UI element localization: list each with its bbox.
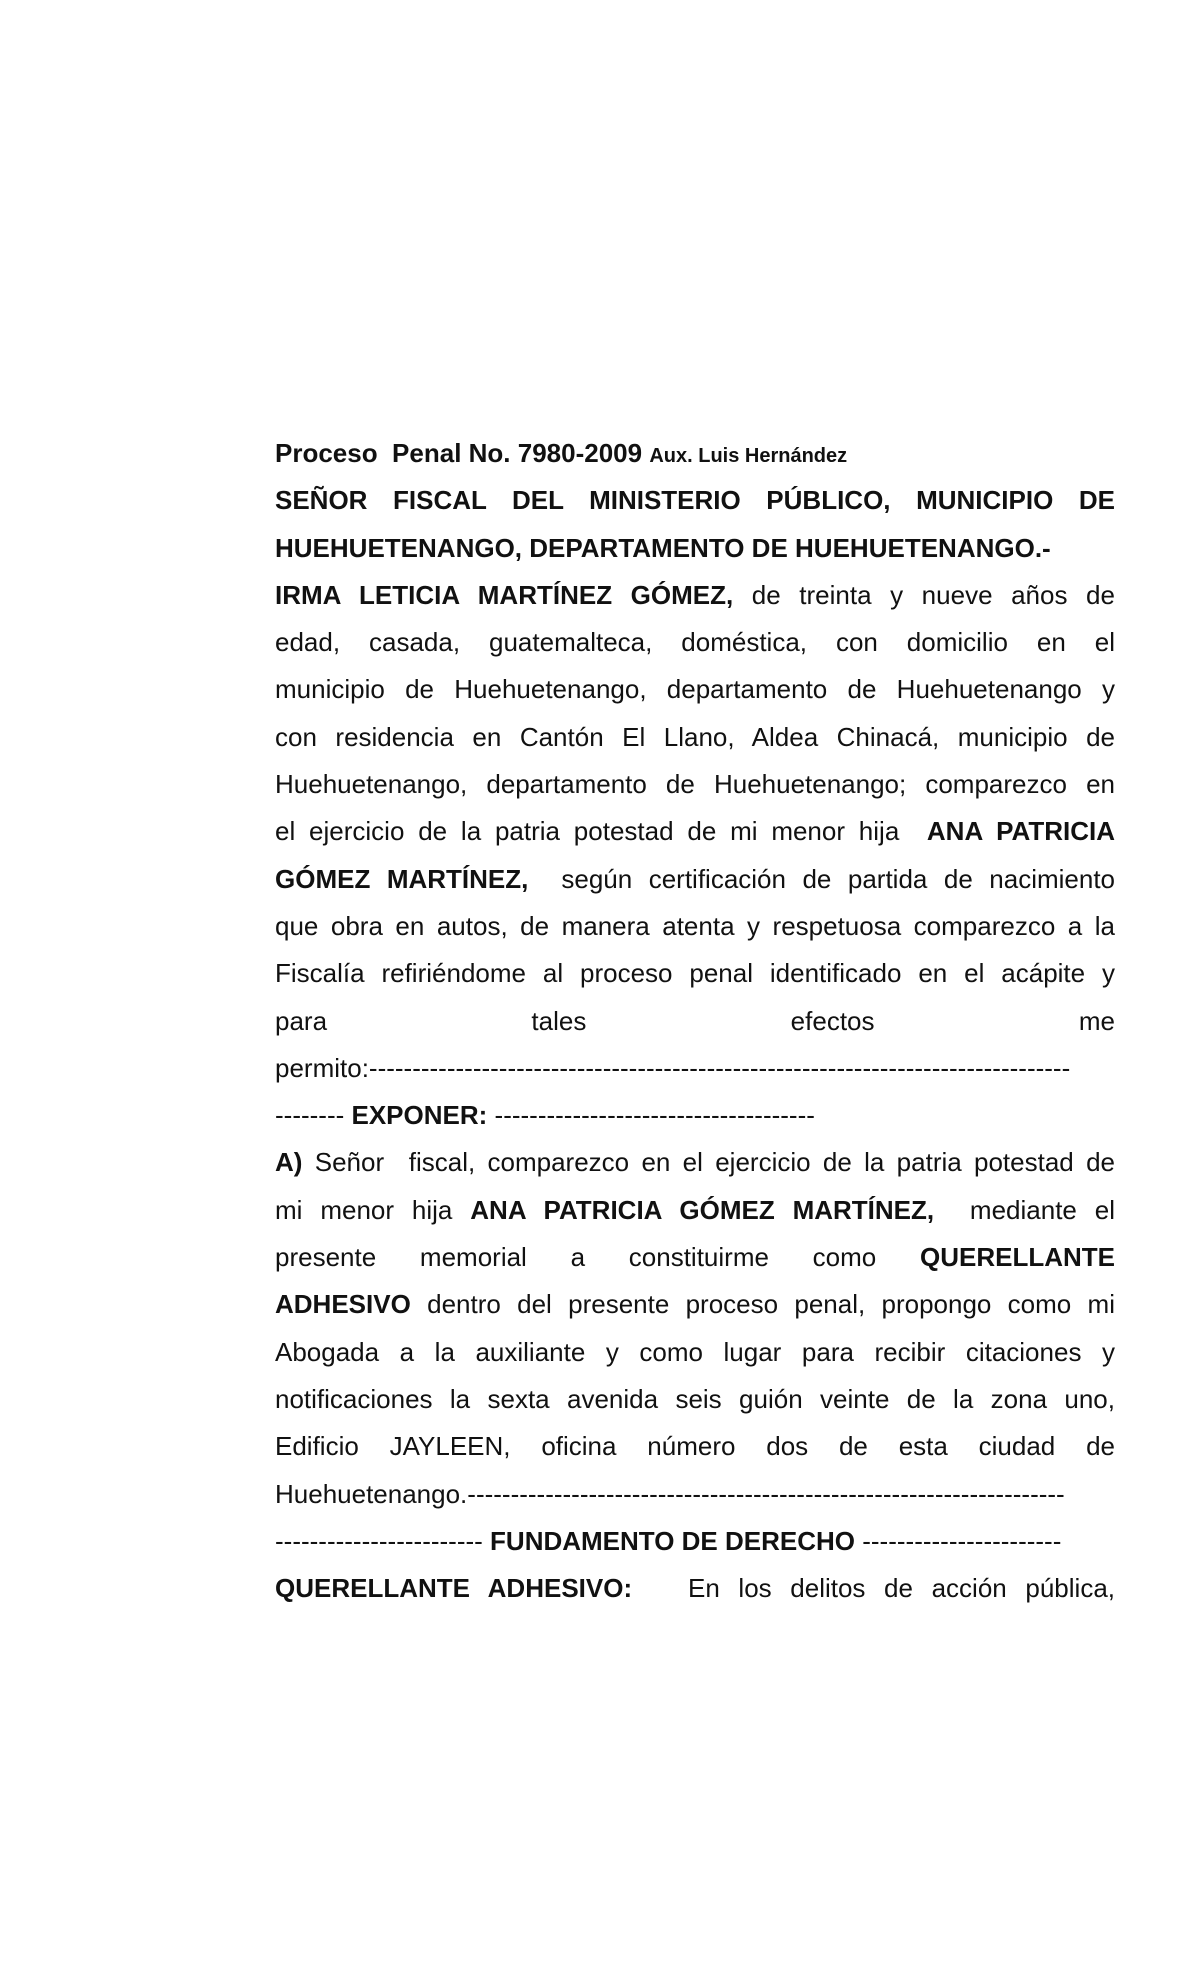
- section-a-line-4: [275, 1281, 1115, 1328]
- section-a-line-2-rest: mediante el: [934, 1194, 1115, 1225]
- intro-line-6: [275, 808, 1115, 855]
- fundamento-heading: [275, 1518, 1115, 1565]
- addressee-line-1: SEÑOR FISCAL DEL MINISTERIO PÚBLICO, MUNICIPIO DE: [275, 485, 1115, 516]
- minor-name-part-1: ANA PATRICIA: [926, 816, 1115, 847]
- intro-line-4: con residencia en Cantón El Llano, Aldea Chinacá, municipio de: [275, 721, 1115, 752]
- intro-line-1-text: de treinta y nueve años de: [751, 579, 1115, 610]
- section-a-minor-name: ANA PATRICIA GÓMEZ MARTÍNEZ,: [470, 1194, 935, 1225]
- section-a-adhesivo: ADHESIVO: [275, 1289, 411, 1320]
- querellante-text: En los delitos de acción pública,: [650, 1573, 1115, 1604]
- section-a-line-1: [275, 1139, 1115, 1186]
- exponer-title: EXPONER:: [351, 1100, 488, 1131]
- querellante-label: QUERELLANTE ADHESIVO:: [275, 1573, 633, 1604]
- document-body: [275, 430, 1115, 1612]
- section-a-line-5: Abogada a la auxiliante y como lugar para recibir citaciones y: [275, 1336, 1115, 1367]
- intro-line-8: que obra en autos, de manera atenta y respetuosa comparezco a la: [275, 910, 1115, 941]
- section-a-line-8: Huehuetenango.---------------------------------------------------------------------: [275, 1478, 1065, 1509]
- section-a-line-4-text: dentro del presente proceso penal, propongo como mi: [410, 1289, 1115, 1320]
- section-a-line-2-text: mi menor hija: [275, 1194, 471, 1225]
- section-a-line-1-text: Señor fiscal, comparezco en el ejercicio de la patria potestad de: [302, 1147, 1115, 1178]
- exponer-dashes-right: -------------------------------------: [487, 1100, 815, 1131]
- intro-line-9: Fiscalía refiriéndome al proceso penal identificado en el acápite y: [275, 958, 1115, 989]
- section-a-line-6: notificaciones la sexta avenida seis guión veinte de la zona uno,: [275, 1383, 1115, 1414]
- addressee-line-2: HUEHUETENANGO, DEPARTAMENTO DE HUEHUETENANGO.-: [275, 532, 1051, 563]
- section-a-line-3: [275, 1234, 1115, 1281]
- intro-line-6-text: el ejercicio de la patria potestad de mi menor hija: [275, 816, 914, 847]
- intro-line-10: para tales efectos me: [275, 1005, 1115, 1036]
- intro-line-1: [275, 572, 1115, 619]
- section-a-label: A): [275, 1147, 303, 1178]
- section-a-line-2: [275, 1187, 1115, 1234]
- case-header: [275, 430, 1115, 477]
- section-a-line-7: Edificio JAYLEEN, oficina número dos de esta ciudad de: [275, 1431, 1115, 1462]
- intro-line-3: municipio de Huehuetenango, departamento de Huehuetenango y: [275, 674, 1115, 705]
- section-a-querellante: QUERELLANTE: [920, 1242, 1115, 1273]
- intro-line-2: edad, casada, guatemalteca, doméstica, con domicilio en el: [275, 627, 1115, 658]
- fundamento-title: FUNDAMENTO DE DERECHO: [490, 1525, 856, 1556]
- intro-line-7-text: según certificación de partida de nacimiento: [544, 863, 1115, 894]
- fundamento-dashes-left: ------------------------: [275, 1525, 491, 1556]
- intro-line-5: Huehuetenango, departamento de Huehuetenango; comparezco en: [275, 769, 1115, 800]
- exponer-dashes-left: --------: [275, 1100, 352, 1131]
- case-number: Proceso Penal No. 7980-2009: [275, 438, 643, 468]
- intro-line-11: permito:---------------------------------------------------------------------------------: [275, 1052, 1071, 1083]
- intro-line-7: [275, 856, 1115, 903]
- minor-name-part-2: GÓMEZ MARTÍNEZ,: [275, 863, 529, 894]
- querellante-line: [275, 1565, 1115, 1612]
- fundamento-dashes-right: -----------------------: [855, 1525, 1062, 1556]
- aux-note: Aux. Luis Hernández: [649, 445, 848, 467]
- complainant-name: IRMA LETICIA MARTÍNEZ GÓMEZ,: [275, 579, 734, 610]
- section-a-line-3-text: presente memorial a constituirme como: [275, 1242, 920, 1273]
- exponer-heading: [275, 1092, 1115, 1139]
